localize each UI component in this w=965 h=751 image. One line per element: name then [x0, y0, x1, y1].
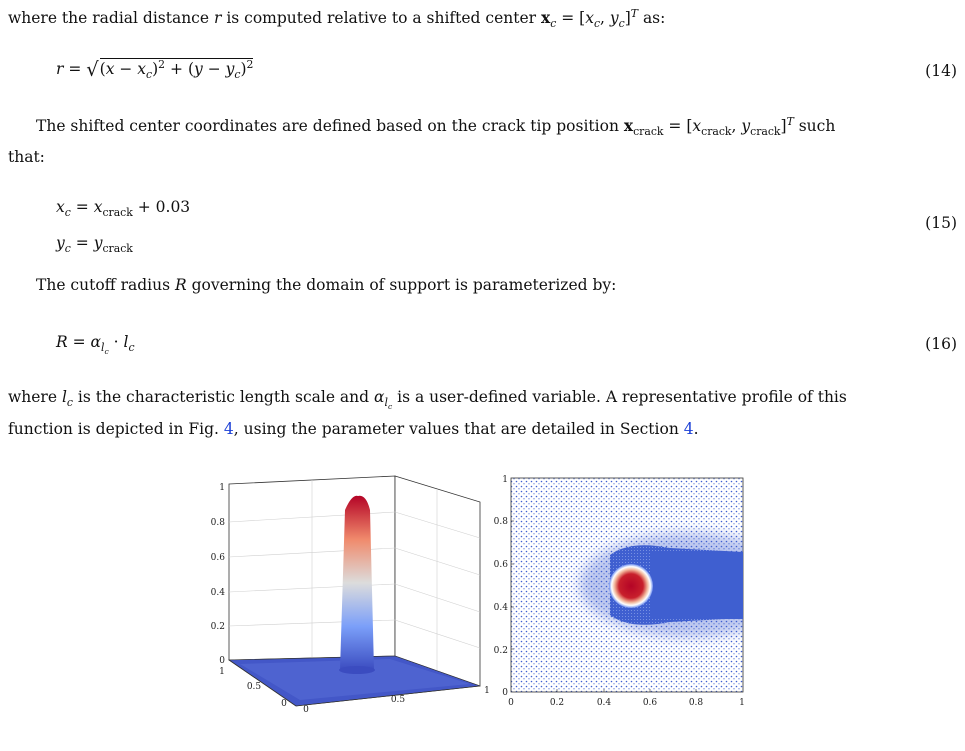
x-tick-1: 1	[484, 686, 490, 696]
paragraph-2-line-2: that:	[8, 148, 45, 166]
paragraph-2-line-1: The shifted center coordinates are defined based on the crack tip position $x_{crack} = [x_{crack}$, $y_{crack}]^T$ such	[36, 114, 836, 139]
rp-x-tick-5: 1	[739, 698, 745, 708]
figure-link[interactable]: 4	[223, 420, 234, 438]
y-tick-1: 1	[219, 667, 225, 677]
z-tick-4: 0.8	[210, 518, 225, 528]
rp-x-tick-0: 0	[508, 698, 514, 708]
y-tick-0: 0	[281, 699, 287, 709]
x-tick-05: 0.5	[390, 695, 406, 705]
mesh-plot	[494, 475, 800, 708]
rp-y-tick-4: 0.8	[493, 517, 508, 527]
rp-x-tick-3: 0.6	[642, 698, 658, 708]
rp-x-tick-4: 0.8	[688, 698, 704, 708]
rp-y-tick-2: 0.4	[493, 603, 508, 613]
z-tick-1: 0.2	[210, 622, 225, 632]
support-region-blob	[609, 564, 653, 608]
z-tick-0: 0	[219, 656, 225, 666]
equation-number-15: (15)	[925, 214, 957, 232]
paragraph-4-line-1: where $l_c$ is the characteristic length scale and $\alpha_{l_c}$ is a user-defined variable. A representative profile of this	[8, 388, 847, 412]
z-tick-2: 0.4	[210, 588, 225, 598]
z-tick-5: 1	[219, 483, 225, 493]
equation-14: $r = √(x - x_c)^2 + (y - y_c)^2$	[56, 57, 254, 82]
rp-y-tick-3: 0.6	[493, 560, 508, 570]
z-tick-3: 0.6	[210, 553, 225, 563]
equation-15-line-2: $y_c = y_{crack}$	[56, 234, 133, 256]
equation-16: $R = \alpha_{l_c} \cdot l_c$	[56, 333, 135, 357]
equation-number-14: (14)	[925, 62, 957, 80]
equation-number-16: (16)	[925, 335, 957, 353]
paragraph-4-line-2: function is depicted in Fig. 4, using the parameter values that are detailed in Section 4.	[8, 420, 699, 438]
rp-y-tick-5: 1	[502, 475, 508, 485]
rp-x-tick-2: 0.4	[596, 698, 612, 708]
y-tick-05: 0.5	[246, 682, 262, 692]
rp-y-tick-1: 0.2	[493, 646, 508, 656]
section-link[interactable]: 4	[683, 420, 694, 438]
paragraph-1: where the radial distance r is computed relative to a shifted center $x_c = [x_c$, $y_c]^T$ as:	[8, 6, 666, 31]
paragraph-3: The cutoff radius R governing the domain of support is parameterized by:	[36, 276, 617, 294]
equation-15-line-1: $x_c = x_{crack} + 0.03$	[56, 198, 191, 220]
rp-x-tick-1: 0.2	[549, 698, 565, 708]
x-tick-0: 0	[303, 705, 309, 715]
rp-y-tick-0: 0	[502, 688, 508, 698]
surface-plot	[211, 476, 490, 715]
